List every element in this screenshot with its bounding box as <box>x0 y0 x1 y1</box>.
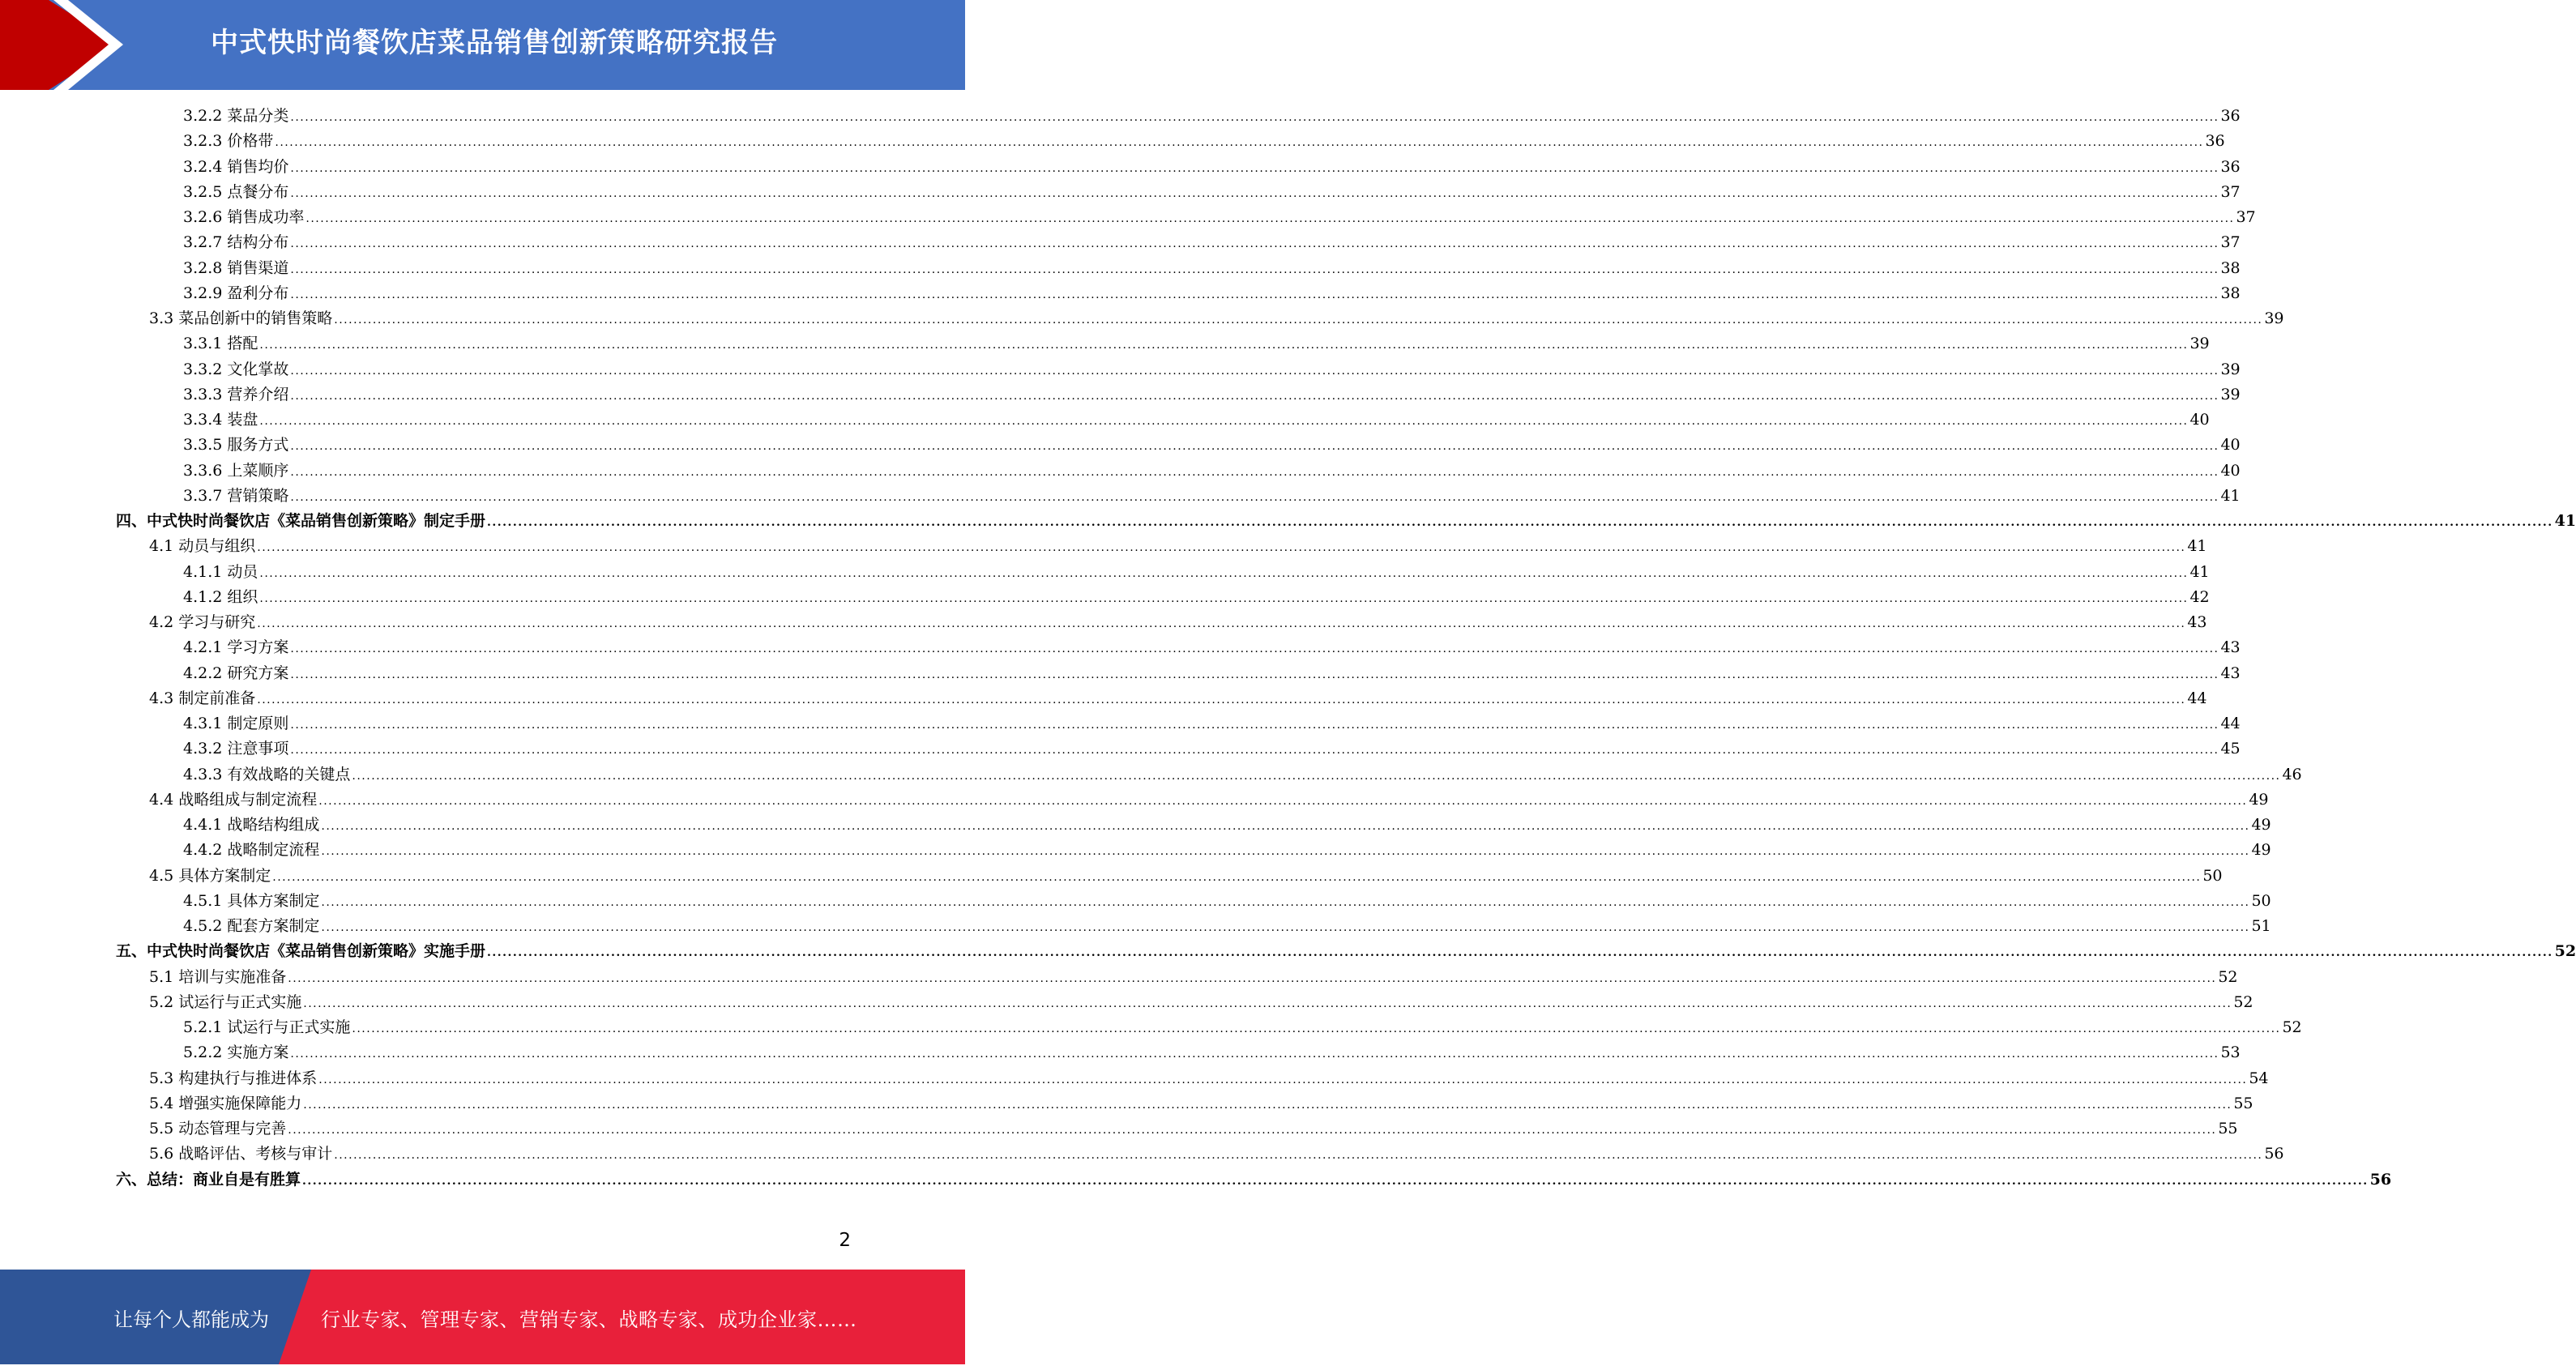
toc-entry[interactable] <box>183 281 2241 306</box>
toc-leader-dots: ................................................................................................................................................................................................................................................................................................................................................................................................................ <box>290 288 2219 301</box>
toc-entry-label: 4.2 学习与研究 <box>149 613 256 631</box>
toc-leader-dots: ................................................................................................................................................................................................................................................................................................................................................................................................................ <box>290 744 2219 757</box>
toc-leader-dots: ................................................................................................................................................................................................................................................................................................................................................................................................................ <box>290 390 2219 403</box>
toc-entry[interactable] <box>149 1066 2269 1091</box>
toc-leader-dots: ................................................................................................................................................................................................................................................................................................................................................................................................................ <box>290 491 2219 504</box>
toc-entry-page: 56 <box>2264 1145 2284 1163</box>
toc-entry[interactable] <box>183 813 2271 838</box>
toc-entry[interactable] <box>183 560 2210 585</box>
toc-leader-dots: ................................................................................................................................................................................................................................................................................................................................................................................................................ <box>290 1048 2219 1061</box>
toc-entry-label: 4.5.2 配套方案制定 <box>183 917 320 935</box>
toc-leader-dots: ................................................................................................................................................................................................................................................................................................................................................................................................................ <box>290 642 2219 655</box>
toc-entry-label: 4.3.3 有效战略的关键点 <box>183 766 351 783</box>
toc-entry-page: 52 <box>2233 993 2253 1011</box>
toc-leader-dots: ................................................................................................................................................................................................................................................................................................................................................................................................................ <box>305 212 2235 225</box>
toc-entry-page: 49 <box>2251 816 2271 834</box>
report-title: 中式快时尚餐饮店菜品销售创新策略研究报告 <box>211 27 778 59</box>
toc-leader-dots: ................................................................................................................................................................................................................................................................................................................................................................................................................ <box>487 946 2553 959</box>
toc-entry-page: 50 <box>2251 892 2271 910</box>
toc-entry-page: 52 <box>2218 968 2238 986</box>
toc-entry-label: 4.4 战略组成与制定流程 <box>149 791 318 809</box>
toc-entry[interactable] <box>149 1142 2284 1167</box>
toc-entry-page: 37 <box>2220 233 2241 251</box>
toc-entry[interactable] <box>183 408 2210 433</box>
toc-entry[interactable] <box>183 762 2302 787</box>
toc-entry[interactable] <box>183 889 2271 914</box>
toc-entry-page: 45 <box>2220 740 2241 758</box>
toc-entry-page: 36 <box>2220 107 2241 125</box>
toc-entry[interactable] <box>116 939 2576 964</box>
toc-leader-dots: ................................................................................................................................................................................................................................................................................................................................................................................................................ <box>303 997 2232 1010</box>
toc-leader-dots: ................................................................................................................................................................................................................................................................................................................................................................................................................ <box>290 237 2219 250</box>
toc-entry-page: 46 <box>2282 766 2302 783</box>
toc-leader-dots: ................................................................................................................................................................................................................................................................................................................................................................................................................ <box>302 1175 2369 1188</box>
toc-leader-dots: ................................................................................................................................................................................................................................................................................................................................................................................................................ <box>290 466 2219 479</box>
toc-entry[interactable] <box>183 382 2241 408</box>
toc-entry[interactable] <box>183 585 2210 610</box>
footer-slogan-right: 行业专家、管理专家、营销专家、战略专家、成功企业家…… <box>321 1308 857 1331</box>
toc-entry[interactable] <box>149 610 2207 635</box>
toc-leader-dots: ................................................................................................................................................................................................................................................................................................................................................................................................................ <box>290 668 2219 681</box>
toc-leader-dots: ................................................................................................................................................................................................................................................................................................................................................................................................................ <box>275 136 2204 149</box>
toc-leader-dots: ................................................................................................................................................................................................................................................................................................................................................................................................................ <box>259 592 2189 605</box>
toc-entry-label: 4.2.1 学习方案 <box>183 638 289 656</box>
toc-entry-label: 3.2.4 销售均价 <box>183 158 289 176</box>
toc-entry-label: 4.5.1 具体方案制定 <box>183 892 320 910</box>
toc-entry[interactable] <box>183 736 2241 762</box>
toc-entry-page: 50 <box>2202 867 2223 885</box>
toc-leader-dots: ................................................................................................................................................................................................................................................................................................................................................................................................................ <box>321 845 2250 858</box>
toc-entry[interactable] <box>149 534 2207 559</box>
toc-entry[interactable] <box>149 864 2223 889</box>
toc-entry[interactable] <box>183 433 2241 458</box>
toc-entry-label: 3.2.3 价格带 <box>183 132 274 150</box>
toc-entry-page: 43 <box>2220 664 2241 682</box>
toc-entry-label: 六、总结：商业自是有胜算 <box>116 1171 301 1189</box>
toc-entry[interactable] <box>183 1040 2241 1065</box>
toc-leader-dots: ................................................................................................................................................................................................................................................................................................................................................................................................................ <box>334 1149 2263 1162</box>
toc-entry-label: 5.2 试运行与正式实施 <box>149 993 302 1011</box>
toc-entry-label: 4.3.2 注意事项 <box>183 740 289 758</box>
toc-leader-dots: ................................................................................................................................................................................................................................................................................................................................................................................................................ <box>352 1022 2281 1035</box>
toc-leader-dots: ................................................................................................................................................................................................................................................................................................................................................................................................................ <box>257 541 2186 554</box>
toc-entry-page: 54 <box>2249 1069 2269 1087</box>
toc-entry-page: 52 <box>2554 942 2576 960</box>
toc-entry-label: 5.6 战略评估、考核与审计 <box>149 1145 333 1163</box>
toc-leader-dots: ................................................................................................................................................................................................................................................................................................................................................................................................................ <box>272 871 2202 884</box>
toc-entry[interactable] <box>149 1116 2238 1142</box>
toc-entry[interactable] <box>183 256 2241 281</box>
toc-entry-page: 38 <box>2220 284 2241 302</box>
toc-entry-page: 38 <box>2220 259 2241 277</box>
toc-entry-label: 3.3.5 服务方式 <box>183 436 289 454</box>
toc-entry-label: 3.3.2 文化掌故 <box>183 361 289 378</box>
page-header <box>0 0 965 90</box>
toc-entry-page: 55 <box>2218 1120 2238 1137</box>
toc-leader-dots: ................................................................................................................................................................................................................................................................................................................................................................................................................ <box>303 1099 2232 1112</box>
toc-leader-dots: ................................................................................................................................................................................................................................................................................................................................................................................................................ <box>257 617 2186 630</box>
toc-leader-dots: ................................................................................................................................................................................................................................................................................................................................................................................................................ <box>290 162 2219 175</box>
toc-entry[interactable] <box>183 129 2225 154</box>
toc-entry-label: 5.5 动态管理与完善 <box>149 1120 287 1137</box>
toc-entry-page: 44 <box>2187 689 2207 707</box>
toc-entry-label: 3.2.7 结构分布 <box>183 233 289 251</box>
footer-slogan-left: 让每个人都能成为 <box>113 1308 269 1331</box>
toc-entry[interactable] <box>116 509 2576 534</box>
toc-entry-page: 39 <box>2220 386 2241 403</box>
toc-entry-label: 4.5 具体方案制定 <box>149 867 271 885</box>
toc-entry-page: 49 <box>2251 841 2271 859</box>
toc-entry-page: 52 <box>2282 1018 2302 1036</box>
toc-entry-page: 43 <box>2187 613 2207 631</box>
toc-leader-dots: ................................................................................................................................................................................................................................................................................................................................................................................................................ <box>318 1073 2248 1086</box>
toc-entry[interactable] <box>149 787 2269 813</box>
toc-leader-dots: ................................................................................................................................................................................................................................................................................................................................................................................................................ <box>290 719 2219 732</box>
toc-entry-label: 4.2.2 研究方案 <box>183 664 289 682</box>
toc-entry-page: 39 <box>2264 309 2284 327</box>
toc-entry[interactable] <box>149 306 2284 331</box>
toc-entry-page: 55 <box>2233 1095 2253 1112</box>
page-footer <box>0 1270 965 1364</box>
toc-leader-dots: ................................................................................................................................................................................................................................................................................................................................................................................................................ <box>487 516 2553 529</box>
toc-entry-label: 4.3.1 制定原则 <box>183 715 289 732</box>
toc-entry[interactable] <box>183 357 2241 382</box>
toc-entry[interactable] <box>183 155 2241 180</box>
toc-leader-dots: ................................................................................................................................................................................................................................................................................................................................................................................................................ <box>334 314 2263 326</box>
toc-entry-label: 五、中式快时尚餐饮店《菜品销售创新策略》实施手册 <box>116 942 486 960</box>
toc-entry-label: 4.1.2 组织 <box>183 588 258 606</box>
toc-entry-label: 3.2.8 销售渠道 <box>183 259 289 277</box>
toc-entry-label: 5.2.1 试运行与正式实施 <box>183 1018 351 1036</box>
toc-entry-page: 37 <box>2220 183 2241 201</box>
toc-entry[interactable] <box>183 711 2241 736</box>
toc-entry-page: 39 <box>2220 361 2241 378</box>
toc-leader-dots: ................................................................................................................................................................................................................................................................................................................................................................................................................ <box>352 770 2281 783</box>
toc-entry[interactable] <box>183 1015 2302 1040</box>
toc-entry-page: 39 <box>2189 335 2210 352</box>
toc-entry-page: 40 <box>2220 462 2241 480</box>
page-number: 2 <box>839 1230 851 1251</box>
toc-leader-dots: ................................................................................................................................................................................................................................................................................................................................................................................................................ <box>259 567 2189 580</box>
toc-entry[interactable] <box>183 914 2271 939</box>
toc-entry-label: 4.4.1 战略结构组成 <box>183 816 320 834</box>
toc-entry-label: 3.2.2 菜品分类 <box>183 107 289 125</box>
toc-entry-label: 5.2.2 实施方案 <box>183 1044 289 1061</box>
toc-entry-page: 42 <box>2189 588 2210 606</box>
toc-entry-label: 3.2.6 销售成功率 <box>183 208 305 226</box>
toc-entry[interactable] <box>149 965 2238 990</box>
toc-entry[interactable] <box>183 635 2241 660</box>
toc-entry[interactable] <box>183 484 2241 509</box>
toc-leader-dots: ................................................................................................................................................................................................................................................................................................................................................................................................................ <box>290 365 2219 378</box>
toc-entry-page: 36 <box>2205 132 2225 150</box>
toc-entry-label: 3.3.3 营养介绍 <box>183 386 289 403</box>
toc-entry-label: 5.1 培训与实施准备 <box>149 968 287 986</box>
toc-leader-dots: ................................................................................................................................................................................................................................................................................................................................................................................................................ <box>321 820 2250 833</box>
toc-entry[interactable] <box>116 1167 2392 1193</box>
toc-leader-dots: ................................................................................................................................................................................................................................................................................................................................................................................................................ <box>321 896 2250 909</box>
toc-entry-page: 41 <box>2187 537 2207 555</box>
toc-entry[interactable] <box>183 230 2241 255</box>
toc-leader-dots: ................................................................................................................................................................................................................................................................................................................................................................................................................ <box>257 694 2186 706</box>
toc-entry[interactable] <box>183 205 2256 230</box>
toc-entry-page: 53 <box>2220 1044 2241 1061</box>
toc-entry[interactable] <box>183 104 2241 129</box>
toc-entry-label: 四、中式快时尚餐饮店《菜品销售创新策略》制定手册 <box>116 512 486 530</box>
toc-entry-label: 3.2.9 盈利分布 <box>183 284 289 302</box>
toc-entry-page: 51 <box>2251 917 2271 935</box>
toc-entry[interactable] <box>183 661 2241 686</box>
toc-entry-label: 4.1 动员与组织 <box>149 537 256 555</box>
toc-leader-dots: ................................................................................................................................................................................................................................................................................................................................................................................................................ <box>321 921 2250 934</box>
toc-entry-label: 5.3 构建执行与推进体系 <box>149 1069 318 1087</box>
toc-entry-page: 36 <box>2220 158 2241 176</box>
toc-entry-label: 3.3 菜品创新中的销售策略 <box>149 309 333 327</box>
toc-leader-dots: ................................................................................................................................................................................................................................................................................................................................................................................................................ <box>290 187 2219 200</box>
toc-entry[interactable] <box>183 331 2210 356</box>
toc-entry-page: 49 <box>2249 791 2269 809</box>
toc-entry-page: 44 <box>2220 715 2241 732</box>
toc-leader-dots: ................................................................................................................................................................................................................................................................................................................................................................................................................ <box>290 263 2219 276</box>
toc-entry-label: 3.2.5 点餐分布 <box>183 183 289 201</box>
toc-entry[interactable] <box>149 990 2253 1015</box>
toc-entry[interactable] <box>149 686 2207 711</box>
toc-entry-page: 43 <box>2220 638 2241 656</box>
toc-entry-page: 56 <box>2369 1171 2392 1189</box>
toc-leader-dots: ................................................................................................................................................................................................................................................................................................................................................................................................................ <box>288 1124 2217 1137</box>
toc-entry[interactable] <box>183 838 2271 863</box>
toc-entry-page: 41 <box>2189 563 2210 581</box>
toc-leader-dots: ................................................................................................................................................................................................................................................................................................................................................................................................................ <box>290 111 2219 124</box>
toc-entry[interactable] <box>183 459 2241 484</box>
toc-entry-label: 3.3.1 搭配 <box>183 335 258 352</box>
toc-entry-label: 4.1.1 动员 <box>183 563 258 581</box>
toc-leader-dots: ................................................................................................................................................................................................................................................................................................................................................................................................................ <box>259 339 2189 352</box>
toc-leader-dots: ................................................................................................................................................................................................................................................................................................................................................................................................................ <box>259 415 2189 428</box>
toc-entry-label: 5.4 增强实施保障能力 <box>149 1095 302 1112</box>
toc-entry[interactable] <box>183 180 2241 205</box>
toc-entry-page: 41 <box>2220 487 2241 505</box>
toc-entry-label: 4.4.2 战略制定流程 <box>183 841 320 859</box>
toc-entry-page: 37 <box>2236 208 2256 226</box>
toc-entry[interactable] <box>149 1091 2253 1116</box>
toc-entry-page: 41 <box>2554 512 2576 530</box>
toc-entry-label: 4.3 制定前准备 <box>149 689 256 707</box>
toc-leader-dots: ................................................................................................................................................................................................................................................................................................................................................................................................................ <box>318 795 2248 808</box>
toc-entry-label: 3.3.4 装盘 <box>183 411 258 429</box>
toc-entry-label: 3.3.7 营销策略 <box>183 487 289 505</box>
toc-entry-page: 40 <box>2220 436 2241 454</box>
toc-entry-label: 3.3.6 上菜顺序 <box>183 462 289 480</box>
toc-leader-dots: ................................................................................................................................................................................................................................................................................................................................................................................................................ <box>290 440 2219 453</box>
toc-entry-page: 40 <box>2189 411 2210 429</box>
toc-leader-dots: ................................................................................................................................................................................................................................................................................................................................................................................................................ <box>288 972 2217 985</box>
